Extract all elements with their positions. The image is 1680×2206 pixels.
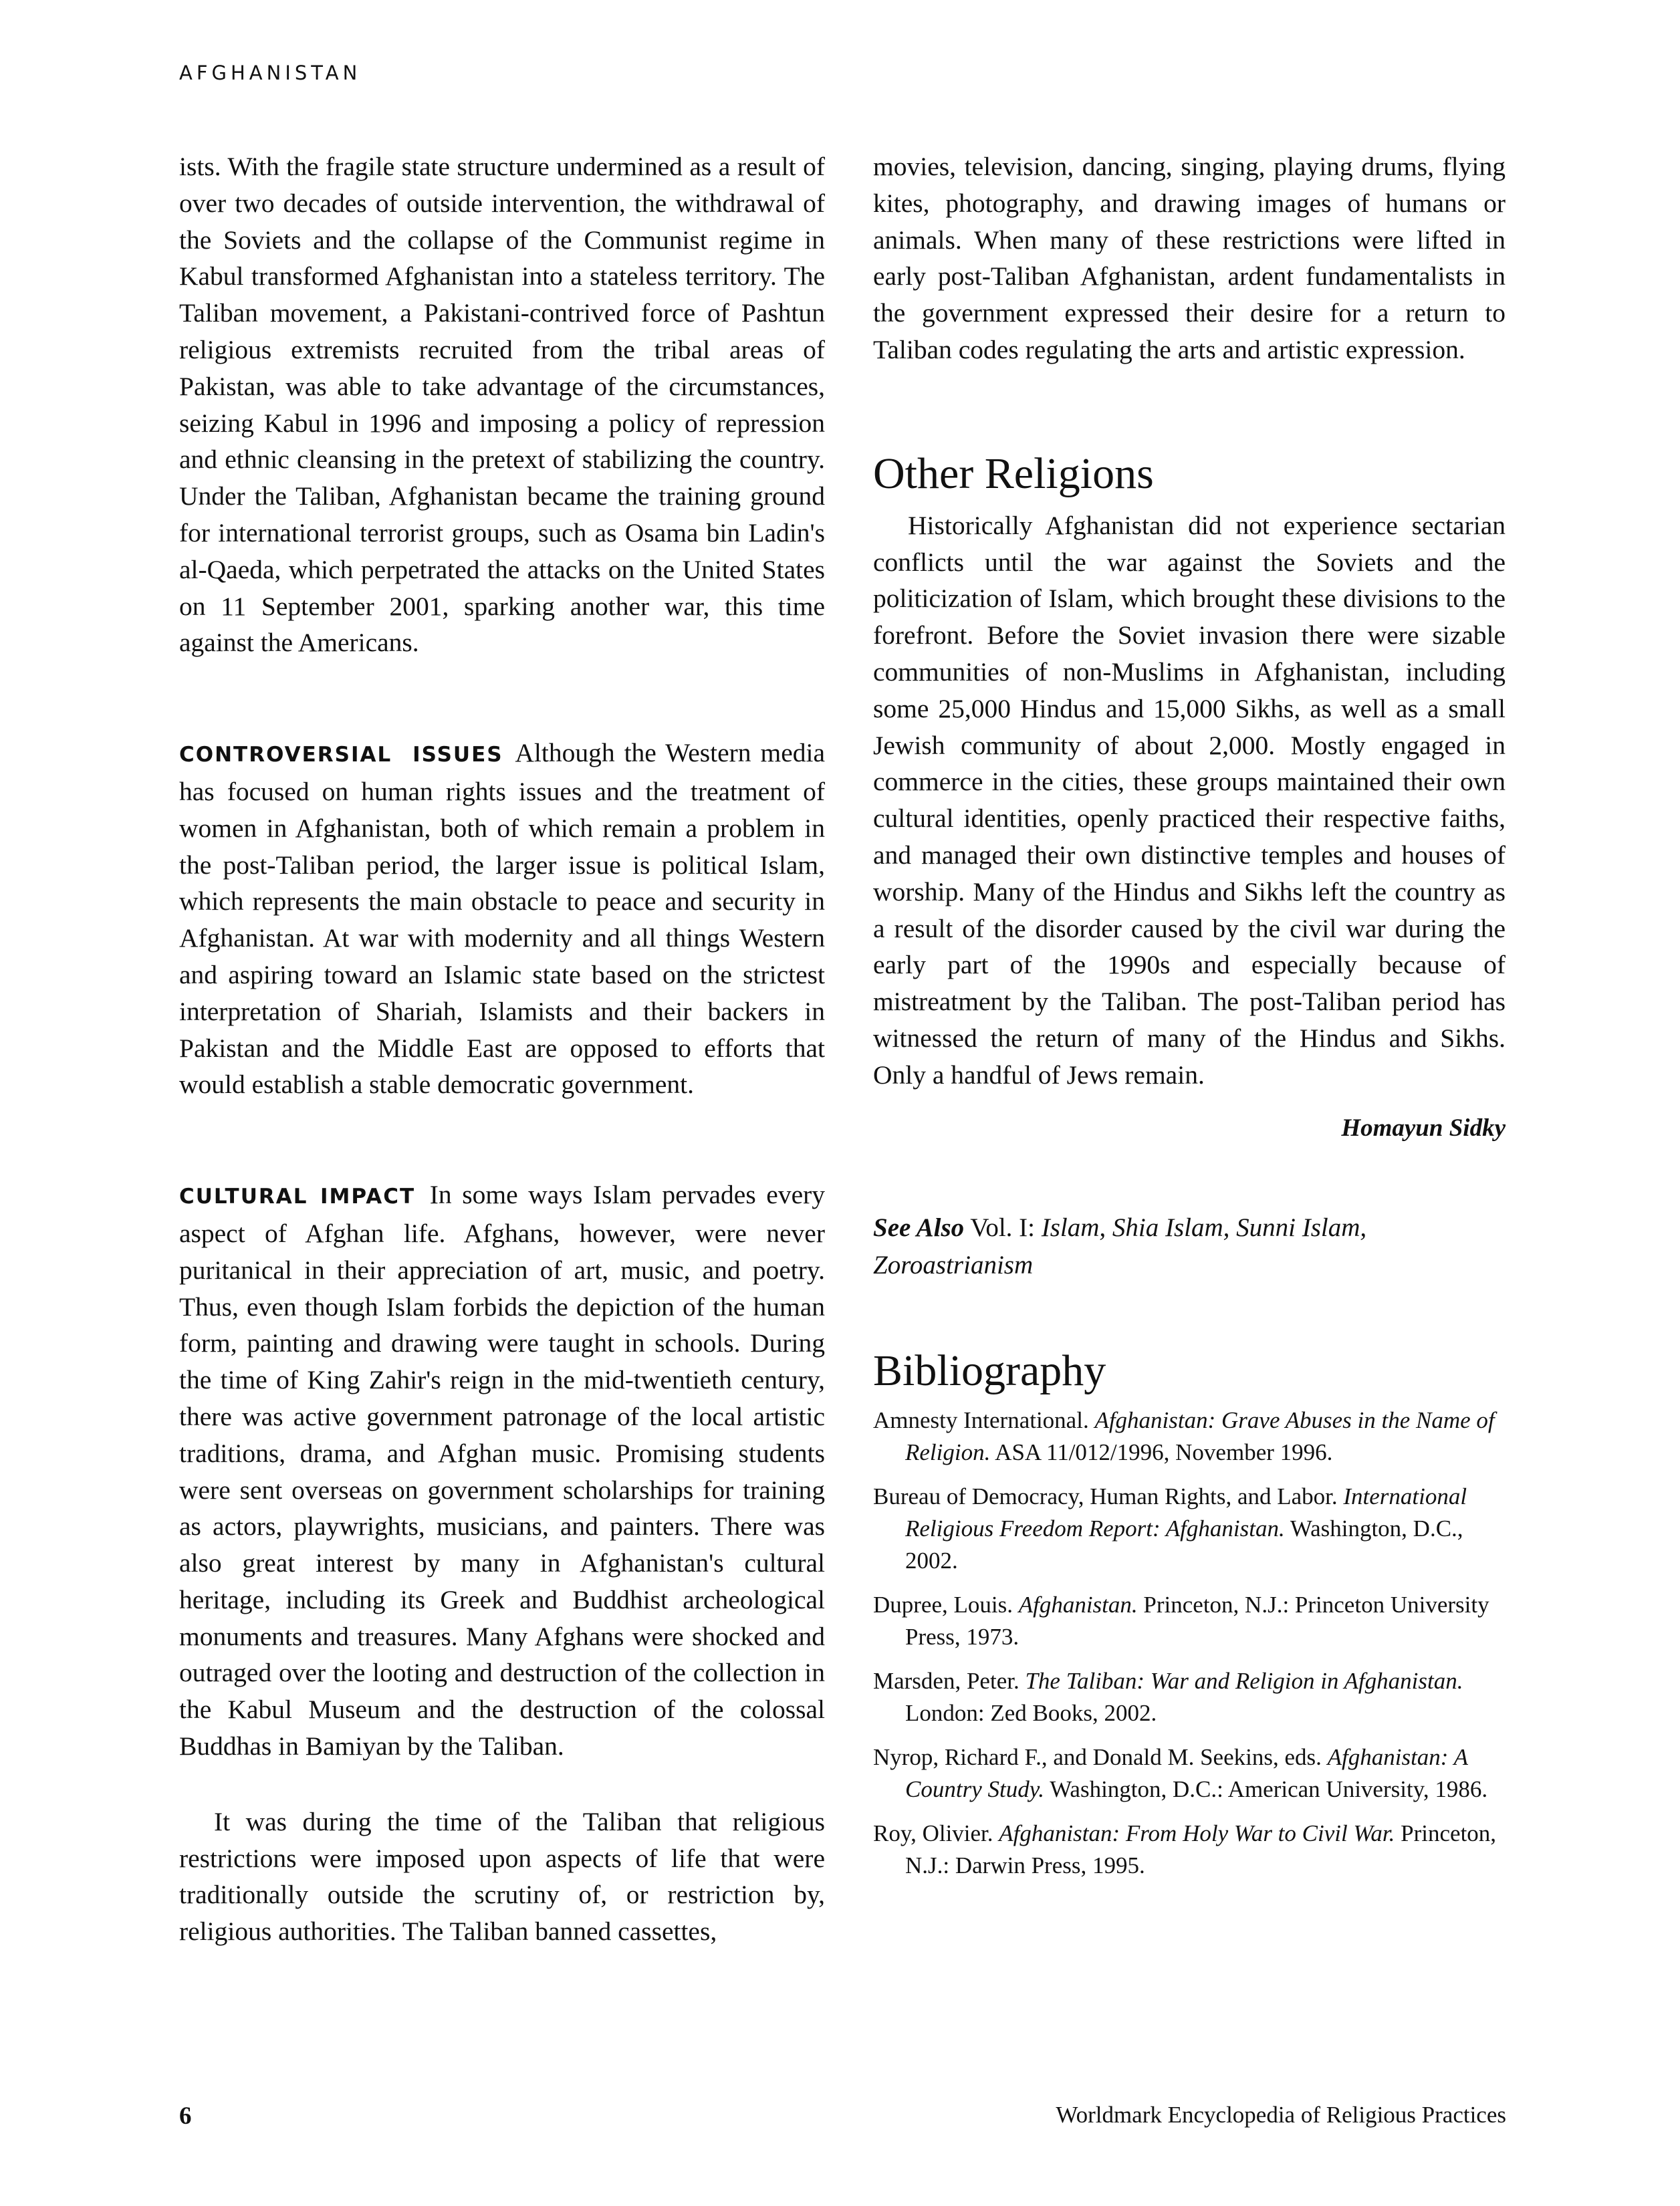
bib-author: Nyrop, Richard F., and Donald M. Seekins, eds.: [873, 1743, 1322, 1770]
bib-title: Afghanistan: From Holy War to Civil War.: [999, 1820, 1395, 1846]
see-also-label: See Also: [873, 1213, 965, 1242]
bib-publication: ASA 11/012/1996, November 1996.: [995, 1439, 1333, 1465]
bib-author: Amnesty International.: [873, 1406, 1089, 1433]
other-religions-paragraph: Historically Afghanistan did not experience sectarian conflicts until the war against the Soviets and the politicization of Islam, which brought these divisions to the forefront. Before the Soviet invasion there were sizable communities of non-Muslims in Afghanistan, including some 25,000 Hindus and 15,000 Sikhs, as well as a small Jewish community of about 2,000. Mostly engaged in commerce in the cities, these groups maintained their own cultural identities, openly practiced their respective faiths, and managed their own distinctive temples and houses of worship. Many of the Hindus and Sikhs left the country as a result of the disorder caused by the civil war during the early part of the 1990s and especially because of mistreatment by the Taliban. The post-Taliban period has witnessed the return of many of the Hindus and Sikhs. Only a handful of Jews remain.: [873, 510, 1506, 1090]
cultural-impact-paragraph: [179, 1177, 825, 1765]
bib-title: Afghanistan: A Country Study.: [905, 1743, 1468, 1802]
publication-title: Worldmark Encyclopedia of Religious Practices: [1056, 2102, 1506, 2128]
bibliography-entry: [873, 1818, 1506, 1882]
bibliography-entry: [873, 1404, 1506, 1469]
bibliography-entry: [873, 1481, 1506, 1577]
page-number: 6: [179, 2102, 192, 2130]
see-also-links[interactable]: Islam, Shia Islam, Sunni Islam, Zoroastrianism: [873, 1213, 1367, 1279]
paragraph-intro: ists. With the fragile state structure undermined as a result of over two decades of outside intervention, the withdrawal of the Soviets and the collapse of the Communist regime in Kabul transformed Afghanistan into a stateless territory. The Taliban movement, a Pakistani-contrived force of Pashtun religious extremists recruited from the tribal areas of Pakistan, was able to take advantage of the circumstances, seizing Kabul in 1996 and imposing a policy of repression and ethnic cleansing in the pretext of stabilizing the country. Under the Taliban, Afghanistan became the training ground for international terrorist groups, such as Osama bin Ladin's al-Qaeda, which perpetrated the attacks on the United States on 11 September 2001, sparking another war, this time against the Americans.: [179, 152, 825, 658]
other-religions-heading: Other Religions: [873, 449, 1154, 498]
bib-publication: Princeton, N.J.: Princeton University Press, 1973.: [905, 1591, 1489, 1650]
bibliography-entry: [873, 1665, 1506, 1729]
controversial-issues-text: Although the Western media has focused on human rights issues and the treatment of women in Afghanistan, both of which remain a problem in the post-Taliban period, the larger issue is political Islam, which represents the main obstacle to peace and security in Afghanistan. At war with modernity and all things Western and aspiring toward an Islamic state based on the strictest interpretation of Shariah, Islamists and their backers in Pakistan and the Middle East are opposed to efforts that would establish a stable democratic government.: [179, 738, 826, 1100]
bib-author: Roy, Olivier.: [873, 1820, 993, 1846]
bibliography-entry: [873, 1741, 1506, 1806]
bib-publication: Washington, D.C.: American University, 1986.: [1050, 1775, 1488, 1802]
bib-title: International Religious Freedom Report: Afghanistan.: [905, 1483, 1467, 1542]
bibliography-entry: [873, 1589, 1506, 1653]
bib-title: Afghanistan.: [1018, 1591, 1138, 1618]
taliban-restrictions-paragraph: It was during the time of the Taliban that religious restrictions were imposed upon aspects of life that were traditionally outside the scrutiny of, or restriction by, religious authorities. The Taliban banned cassettes,: [179, 1806, 825, 1947]
see-also-volume: Vol. I:: [970, 1213, 1035, 1242]
right-column: [873, 148, 1506, 1894]
bib-publication: Princeton, N.J.: Darwin Press, 1995.: [905, 1820, 1497, 1878]
cultural-impact-text: In some ways Islam pervades every aspect of Afghan life. Afghans, however, were never puritanical in their appreciation of art, music, and poetry. Thus, even though Islam forbids the depiction of the human form, painting and drawing were taught in schools. During the time of King Zahir's reign in the mid-twentieth century, there was active government patronage of the local artistic traditions, drama, and Afghan music. Promising students were sent overseas on government scholarships for training as actors, playwrights, musicians, and painters. There was also great interest by many in Afghanistan's cultural heritage, including its Greek and Buddhist archeological monuments and treasures. Many Afghans were shocked and outraged over the looting and destruction of the collection in the Kabul Museum and the destruction of the colossal Buddhas in Bamiyan by the Taliban.: [179, 1180, 825, 1761]
bib-title: The Taliban: War and Religion in Afghanistan.: [1025, 1667, 1463, 1694]
author-signature: Homayun Sidky: [1341, 1114, 1506, 1142]
bib-publication: Washington, D.C., 2002.: [905, 1515, 1463, 1574]
bib-author: Bureau of Democracy, Human Rights, and Labor.: [873, 1483, 1338, 1509]
see-also: [873, 1209, 1506, 1284]
controversial-issues-paragraph: [179, 735, 825, 1103]
bib-author: Dupree, Louis.: [873, 1591, 1013, 1618]
bibliography: [873, 1344, 1506, 1882]
running-header: AFGHANISTAN: [179, 62, 362, 84]
cultural-impact-heading: CULTURAL IMPACT: [179, 1185, 416, 1209]
bib-author: Marsden, Peter.: [873, 1667, 1019, 1694]
bib-publication: London: Zed Books, 2002.: [905, 1699, 1157, 1726]
controversial-issues-heading: CONTROVERSIAL ISSUES: [179, 743, 503, 767]
taliban-restrictions-continued: movies, television, dancing, singing, playing drums, flying kites, photography, and drawing images of humans or animals. When many of these restrictions were lifted in early post-Taliban Afghanistan, ardent fundamentalists in the government expressed their desire for a return to Taliban codes regulating the arts and artistic expression.: [873, 152, 1506, 364]
left-column: [179, 148, 825, 1950]
bib-title: Afghanistan: Grave Abuses in the Name of Religion.: [905, 1406, 1495, 1465]
bibliography-heading: Bibliography: [873, 1346, 1106, 1395]
